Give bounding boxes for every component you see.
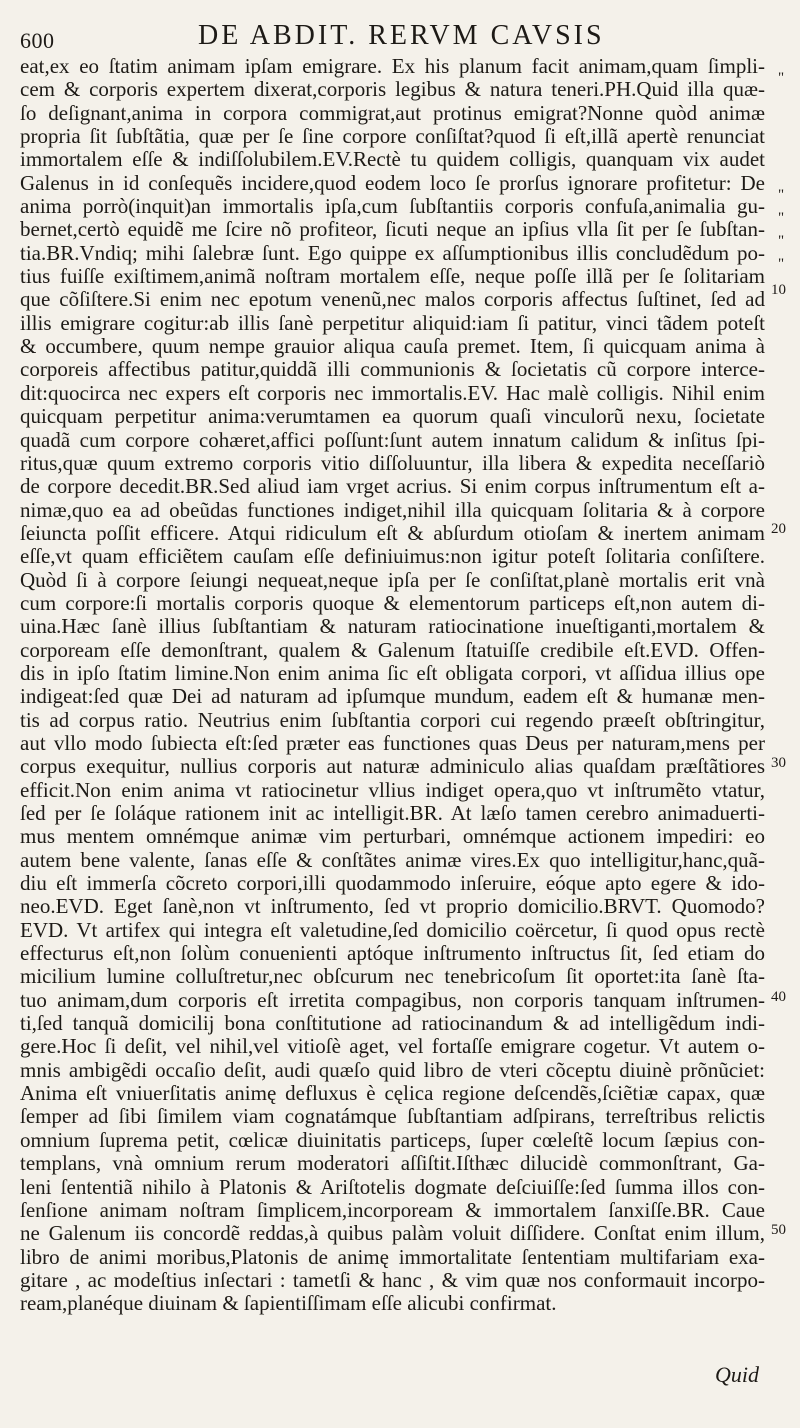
text-line: ſo deſignant,anima in corpora commigrat,aut protinus emigrat?Nonne quòd animæ xyxy=(20,101,765,125)
text-line: anima porrò(inquit)an immortalis ipſa,cum ſubſtantiis corporis confuſa,animalia gu- xyxy=(20,195,765,219)
text-line: tis ad corpus ratio. Neutrius enim ſubſtantia corpori cui regendo præeſt obſtringitur, xyxy=(20,708,765,732)
text-line: ſenſione animam noſtram ſimplicem,incorpoream & immortalem ſanxiſſe.BR. Caue xyxy=(20,1198,765,1222)
text-line: Galenus in id conſequẽs incidere,quod eodem loco ſe prorſus ignorare profitetur: De xyxy=(20,171,765,195)
text-line: tia.BR.Vndiq; mihi ſalebræ ſunt. Ego quippe ex aſſumptionibus illis concludẽdum po- xyxy=(20,241,765,265)
text-line: mnis ambigẽdi occaſio deſit, audi quæſo quid libro de vteri cõceptu diuinè prõnũciet: xyxy=(20,1058,765,1082)
text-line: ritus,quæ quum extremo corporis vitio diſſoluuntur, illa libera & expedita neceſſariò xyxy=(20,451,765,475)
margin-line-number-20: 20 xyxy=(771,521,786,537)
text-line: bernet,certò equidẽ me ſcire nõ profiteor, ſicuti neque an ipſius vlla ſit per ſe ſubſtan- xyxy=(20,218,765,242)
text-line: cum corpore:ſi mortalis corporis quoque & elementorum particeps eſt,non autem di- xyxy=(20,591,765,615)
text-line: de corpore decedit.BR.Sed aliud iam vrget acrius. Si enim corpus inſtrumentum eſt a- xyxy=(20,475,765,499)
body-text xyxy=(20,55,765,1316)
text-line: aut vllo modo ſubiecta eſt:ſed præter eas functiones quas Deus per naturam,mens per xyxy=(20,731,765,755)
text-line: immortalem eſſe & indiſſolubilem.EV.Rectè tu quidem colligis, quanquam vix audet xyxy=(20,148,765,172)
text-line: dit:quocirca nec expers eſt corporis nec immortalis.EV. Hac malè colligis. Nihil enim xyxy=(20,381,765,405)
text-line: effecturus eſt,non ſolùm conuenienti aptóque inſtrumento inſtructus ſit, ſed etiam do xyxy=(20,942,765,966)
text-line: ſeiuncta poſſit efficere. Atqui ridiculum eſt & abſurdum otioſam & inertem animam xyxy=(20,521,765,545)
text-line: Anima eſt vniuerſitatis animę defluxus è cęlica regione deſcendẽs,ſciẽtiæ capax, quæ xyxy=(20,1082,765,1106)
text-line: corpoream eſſe demonſtrant, qualem & Galenum ſtatuiſſe credibile eſt.EVD. Offen- xyxy=(20,638,765,662)
text-line: corporeis affectibus patitur,quiddã illi communionis & ſocietatis cũ corpore interce- xyxy=(20,358,765,382)
text-line: dis in ipſo ſtatim limine.Non enim anima ſic eſt obligata corpori, vt aſſidua illius ope xyxy=(20,661,765,685)
text-line: efficit.Non enim anima vt ratiocinetur vllius indiget opera,quo vt inſtrumẽto vtatur, xyxy=(20,778,765,802)
text-line: eſſe,vt quam efficiẽtem cauſam eſſe definiuimus:non igitur poteſt ſolitaria conſiſtere. xyxy=(20,545,765,569)
text-line: ne Galenum iis concordẽ reddas,à quibus palàm voluit diſſidere. Conſtat enim illum, xyxy=(20,1222,765,1246)
text-line: tius fuiſſe exiſtimem,animã noſtram mortalem eſſe, neque poſſe illã per ſe ſolitariam xyxy=(20,265,765,289)
margin-line-number-30: 30 xyxy=(771,755,786,771)
margin-line-number-10: 10 xyxy=(771,282,786,298)
text-line: mus mentem omnémque animæ vim perturbari, omnémque actionem impediri: eo xyxy=(20,825,765,849)
text-line: indigeat:ſed quæ Dei ad naturam ad ipſumque mundum, eadem eſt & humanæ men- xyxy=(20,685,765,709)
running-head xyxy=(0,18,800,58)
text-line: Quòd ſi à corpore ſeiungi nequeat,neque ipſa per ſe conſiſtat,planè mortalis erit vnà xyxy=(20,568,765,592)
text-line: eat,ex eo ſtatim animam ipſam emigrare. Ex his planum facit animam,quam ſimpli- xyxy=(20,55,765,78)
margin-quote-mark: " xyxy=(778,233,785,249)
text-line: diu eſt immerſa cõcreto corpori,illi quodammodo inſeruire, eóque apto egere & ido- xyxy=(20,872,765,896)
text-line: libro de animi moribus,Platonis de animę immortalitate ſententiam multifariam exa- xyxy=(20,1245,765,1269)
text-line: ti,ſed tanquã domicilij bona conſtitutione ad ratiocinandum & ad intelligẽdum indi- xyxy=(20,1012,765,1036)
text-line: ſemper ad ſibi ſimilem viam cognatámque ſubſtantiam adſpirans, terreſtribus relictis xyxy=(20,1105,765,1129)
text-line: gere.Hoc ſi deſit, vel nihil,vel vitioſè aget, vel fortaſſe emigrare cogetur. Vt autem o- xyxy=(20,1035,765,1059)
text-line: illis emigrare cogitur:ab illis ſanè perpetitur aliquid:iam ſi patitur, vinci tãdem poteſt xyxy=(20,311,765,335)
text-line: que cõſiſtere.Si enim nec epotum venenũ,nec malos corporis affectus ſuſtinet, ſed ad xyxy=(20,288,765,312)
text-line: nimæ,quo ea ad obeũdas functiones indiget,nihil illa quicquam ſolitaria & à corpore xyxy=(20,498,765,522)
text-line: quadã cum corpore cohæret,affici poſſunt:ſunt autem innatum calidum & inſitus ſpi- xyxy=(20,428,765,452)
text-line: autem bene valente, ſanas eſſe & conſtãtes animæ vires.Ex quo intelligitur,hanc,quã- xyxy=(20,848,765,872)
text-line: ream,planéque diuinam & ſapientiſſimam eſſe alicubi confirmat. xyxy=(20,1292,557,1316)
text-line: templans, vnà omnium rerum moderatori aſſiſtit.Iſthæc dilucidè commonſtrant, Ga- xyxy=(20,1152,765,1176)
text-line: gitare , ac modeſtius inſectari : tametſi & hanc , & vim quæ nos conformauit incorpo- xyxy=(20,1268,765,1292)
text-line: corpus exequitur, nullius corporis aut naturæ adminiculo alias quaſdam præſtãtiores xyxy=(20,755,765,779)
text-line: quicquam perpetitur anima:verumtamen ea quorum quaſi vinculorũ nexu, ſocietate xyxy=(20,405,765,429)
margin-line-number-50: 50 xyxy=(771,1222,786,1238)
text-line: neo.EVD. Eget ſanè,non vt inſtrumento, ſed vt proprio domicilio.BRVT. Quomodo? xyxy=(20,895,765,919)
text-line: cem & corporis expertem dixerat,corporis legibus & natura teneri.PH.Quid illa quæ- xyxy=(20,78,765,102)
margin-quote-mark: " xyxy=(778,210,785,226)
text-line: omnium ſuprema petit, cœlicæ diuinitatis particeps, ſuper cœleſtẽ locum ſæpius con- xyxy=(20,1128,765,1152)
text-line: leni ſententiã nihilo à Platonis & Ariſtotelis dogmate deſciuiſſe:ſed ſumma illos con- xyxy=(20,1175,765,1199)
text-line: uina.Hæc ſanè illius ſubſtantiam & naturam ratiocinatione inueſtiganti,mortalem & xyxy=(20,615,765,639)
text-line: & occumbere, quum nempe grauior aliqua cauſa premet. Item, ſi quicquam anima à xyxy=(20,335,765,359)
margin-line-number-40: 40 xyxy=(771,989,786,1005)
text-line: ſed per ſe ſoláque rationem init ac intelligit.BR. At læſo tamen cerebro animaduerti- xyxy=(20,802,765,825)
catchword: Quid xyxy=(715,1362,759,1387)
text-line: micilium lumine colluſtretur,nec obſcurum nec tenebricoſum ſit oportet:ita ſanè ſta- xyxy=(20,965,765,989)
running-title: DE ABDIT. RERVM CAVSIS xyxy=(198,20,605,51)
text-line: EVD. Vt artifex qui integra eſt valetudine,ſed domicilio coërcetur, ſi quod opus rectè xyxy=(20,918,765,942)
text-line: tuo animam,dum corporis eſt irretita compagibus, non corporis tanquam inſtrumen- xyxy=(20,988,765,1012)
page-number: 600 xyxy=(20,28,55,53)
margin-quote-mark: " xyxy=(778,70,785,86)
text-line: propria ſit ſubſtãtia, quæ per ſe ſine corpore conſiſtat?quod ſi eſt,illã apertè renunciat xyxy=(20,125,765,149)
margin-quote-mark: " xyxy=(778,256,785,272)
margin-quote-mark: " xyxy=(778,187,785,203)
